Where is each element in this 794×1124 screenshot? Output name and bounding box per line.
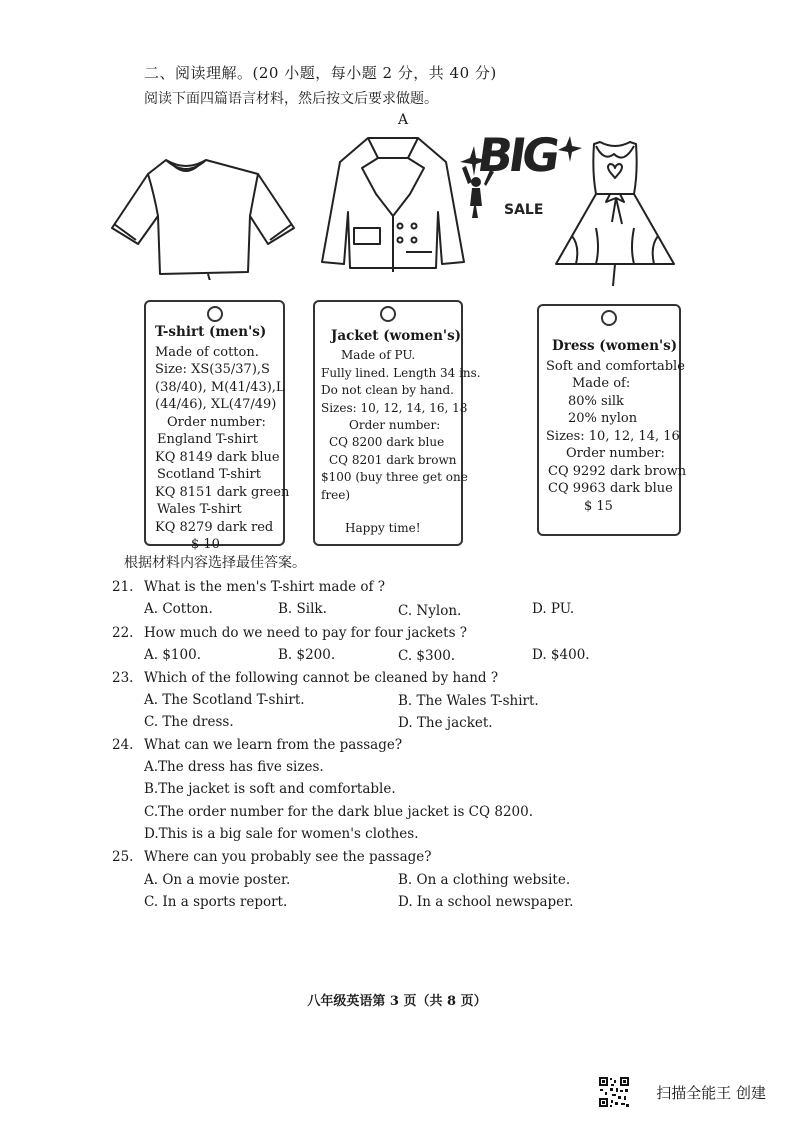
- instruction: 阅读下面四篇语言材料，然后按文后要求做题。: [144, 91, 438, 107]
- question-21-text: What is the men's T-shirt made of ?: [144, 579, 386, 595]
- option-25-b[interactable]: B. On a clothing website.: [398, 872, 571, 888]
- tshirt-tag-line: Size: XS(35/37),S: [155, 362, 270, 377]
- option-24-a[interactable]: A.The dress has five sizes.: [144, 759, 324, 775]
- tshirt-tag-line: KQ 8279 dark red: [155, 519, 274, 535]
- jacket-tag-line: Order number:: [349, 418, 441, 433]
- tshirt-tag-line: (44/46), XL(47/49): [155, 397, 277, 412]
- dress-tag-price: $ 15: [584, 498, 613, 514]
- option-21-c[interactable]: C. Nylon.: [398, 603, 462, 619]
- big-text: BIG: [474, 128, 560, 182]
- dress-tag-line: Sizes: 10, 12, 14, 16: [546, 428, 680, 444]
- tshirt-illustration: [108, 150, 298, 280]
- dress-tag-line: 20% nylon: [568, 411, 638, 426]
- option-22-a[interactable]: A. $100.: [144, 647, 201, 663]
- dress-tag-line: Order number:: [566, 446, 665, 461]
- tshirt-tag-line: Made of cotton.: [155, 344, 259, 360]
- page-footer: 八年级英语第 3 页（共 8 页）: [307, 994, 487, 1009]
- tshirt-tag-title: T-shirt (men's): [155, 324, 267, 340]
- option-21-b[interactable]: B. Silk.: [278, 601, 327, 617]
- jacket-tag-line: $100 (buy three get one: [321, 470, 468, 485]
- dress-tag-title: Dress (women's): [552, 338, 678, 354]
- jacket-tag-title: Jacket (women's): [331, 328, 462, 344]
- tshirt-tag-line: Wales T-shirt: [157, 502, 242, 517]
- tshirt-tag-line: KQ 8151 dark green: [155, 484, 290, 500]
- dress-tag-line: Soft and comfortable: [546, 358, 685, 374]
- option-25-d[interactable]: D. In a school newspaper.: [398, 894, 574, 910]
- jacket-tag-line: Happy time!: [345, 521, 421, 536]
- jacket-illustration: [318, 132, 468, 272]
- jacket-tag: [313, 300, 481, 546]
- option-23-c[interactable]: C. The dress.: [144, 714, 234, 730]
- dress-tag: [537, 304, 687, 536]
- tag-hole-icon: [601, 310, 617, 326]
- tshirt-tag-line: (38/40), M(41/43),L: [155, 379, 285, 395]
- tshirt-tag-line: England T-shirt: [157, 432, 258, 447]
- option-21-a[interactable]: A. Cotton.: [144, 601, 213, 617]
- question-21-number: 21.: [112, 579, 134, 595]
- tshirt-tag-line: Scotland T-shirt: [157, 467, 261, 482]
- jacket-tag-line: free): [321, 487, 351, 502]
- option-21-d[interactable]: D. PU.: [532, 601, 575, 617]
- question-25-text: Where can you probably see the passage?: [144, 849, 432, 865]
- jacket-tag-line: Sizes: 10, 12, 14, 16, 18: [321, 400, 468, 415]
- dress-tag-line: CQ 9292 dark brown: [548, 463, 687, 479]
- option-23-d[interactable]: D. The jacket.: [398, 715, 493, 731]
- dress-tag-line: 80% silk: [568, 393, 624, 409]
- question-24-number: 24.: [112, 737, 134, 753]
- passage-label: A: [398, 112, 409, 128]
- tshirt-tag-line: KQ 8149 dark blue: [155, 449, 280, 465]
- jacket-tag-line: Made of PU.: [341, 348, 416, 363]
- jacket-tag-line: Fully lined. Length 34 ins.: [321, 365, 481, 380]
- question-25-number: 25.: [112, 849, 134, 865]
- option-24-d[interactable]: D.This is a big sale for women's clothes.: [144, 826, 419, 842]
- question-23-number: 23.: [112, 670, 134, 686]
- option-25-c[interactable]: C. In a sports report.: [144, 894, 288, 910]
- dress-illustration: [550, 136, 680, 286]
- option-24-c[interactable]: C.The order number for the dark blue jacket is CQ 8200.: [144, 804, 534, 820]
- tshirt-tag-line: Order number:: [167, 414, 266, 430]
- choose-instruction: 根据材料内容选择最佳答案。: [124, 555, 306, 571]
- jacket-tag-line: Do not clean by hand.: [321, 383, 454, 398]
- question-22-number: 22.: [112, 625, 134, 641]
- question-22-text: How much do we need to pay for four jackets ?: [144, 625, 468, 641]
- tshirt-tag-price: $ 10: [191, 537, 220, 552]
- sale-text: SALE: [504, 202, 544, 218]
- jacket-tag-line: CQ 8200 dark blue: [329, 435, 445, 450]
- option-22-c[interactable]: C. $300.: [398, 648, 456, 664]
- tag-hole-icon: [380, 306, 396, 322]
- option-22-d[interactable]: D. $400.: [532, 647, 590, 663]
- option-25-a[interactable]: A. On a movie poster.: [144, 872, 291, 888]
- dress-tag-line: CQ 9963 dark blue: [548, 481, 673, 496]
- option-23-a[interactable]: A. The Scotland T-shirt.: [144, 692, 305, 708]
- qr-code-icon: [598, 1076, 630, 1108]
- option-24-b[interactable]: B.The jacket is soft and comfortable.: [144, 781, 396, 797]
- section-title: 二、阅读理解。(20 小题，每小题 2 分，共 40 分): [144, 64, 497, 82]
- question-24-text: What can we learn from the passage?: [144, 737, 403, 753]
- jacket-tag-line: CQ 8201 dark brown: [329, 452, 457, 467]
- scanner-watermark: 扫描全能王 创建: [656, 1084, 766, 1102]
- option-23-b[interactable]: B. The Wales T-shirt.: [398, 693, 539, 709]
- question-23-text: Which of the following cannot be cleaned by hand ?: [144, 670, 499, 686]
- tshirt-tag: [144, 300, 290, 552]
- dress-tag-line: Made of:: [572, 376, 631, 391]
- option-22-b[interactable]: B. $200.: [278, 647, 336, 663]
- tag-hole-icon: [207, 306, 223, 322]
